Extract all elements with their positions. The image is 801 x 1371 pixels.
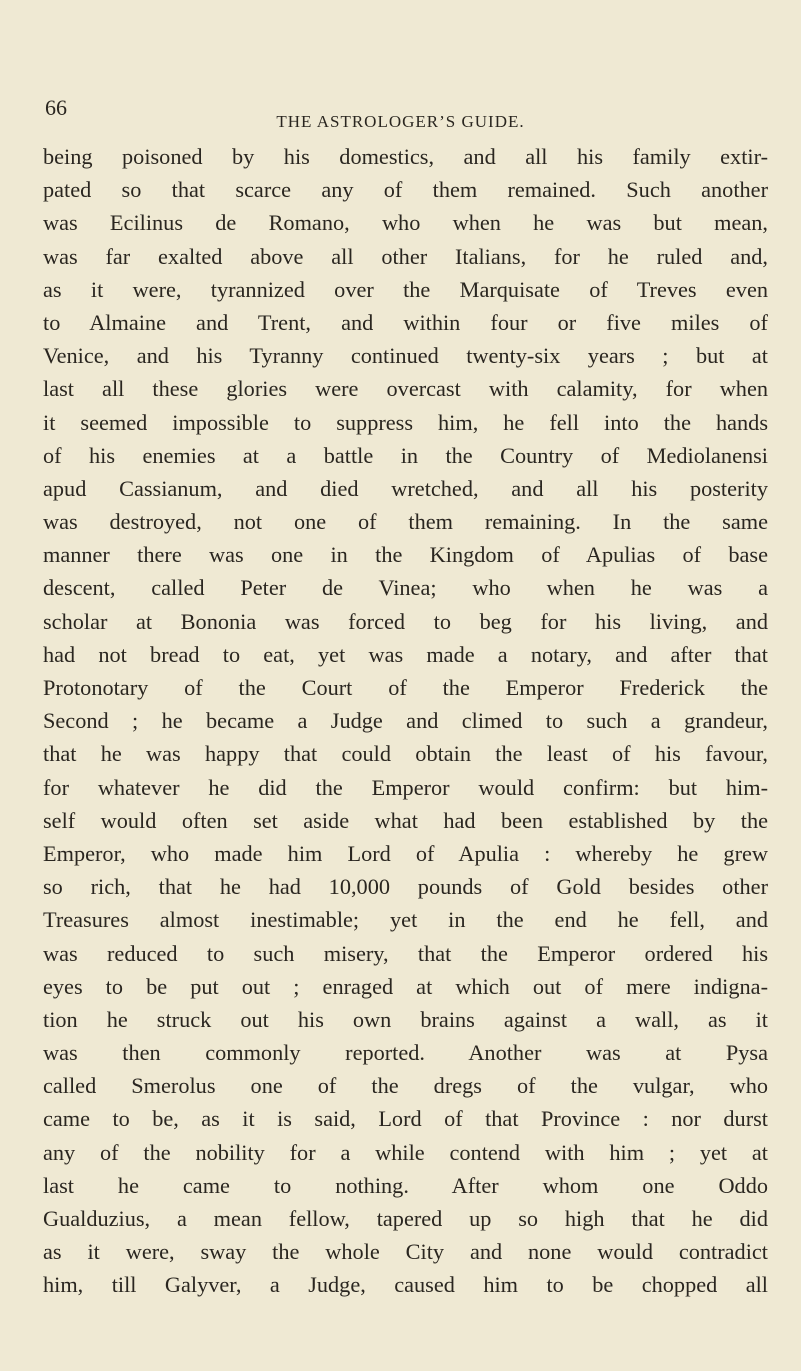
text-line: was far exalted above all other Italians, for he ruled and, [43,243,768,269]
text-line: had not bread to eat, yet was made a notary, and after that [43,641,768,667]
running-head: THE ASTROLOGER’S GUIDE. [276,112,525,131]
text-line: self would often set aside what had been established by the [43,807,768,833]
text-line: pated so that scarce any of them remained. Such another [43,177,768,203]
body-text [43,140,768,1302]
text-line: called Smerolus one of the dregs of the vulgar, who [43,1073,768,1099]
text-line: was destroyed, not one of them remaining. In the same [43,509,768,535]
text-line: as it were, tyrannized over the Marquisate of Treves even [43,276,768,302]
text-line: was reduced to such misery, that the Emperor ordered his [43,940,768,966]
text-line: that he was happy that could obtain the least of his favour, [43,741,768,767]
text-line: last he came to nothing. After whom one Oddo [43,1172,768,1198]
text-line: Second ; he became a Judge and climed to such a grandeur, [43,708,768,734]
text-line: of his enemies at a battle in the Country of Mediolanensi [43,442,768,468]
text-line: last all these glories were overcast with calamity, for when [43,376,768,402]
text-line: so rich, that he had 10,000 pounds of Gold besides other [43,874,768,900]
text-line: scholar at Bononia was forced to beg for his living, and [43,608,768,634]
text-line: being poisoned by his domestics, and all his family extir- [43,144,768,169]
text-line: eyes to be put out ; enraged at which out of mere indigna- [43,973,768,999]
text-line: Emperor, who made him Lord of Apulia : whereby he grew [43,840,768,866]
text-line: was then commonly reported. Another was at Pysa [43,1040,768,1066]
text-line: tion he struck out his own brains against a wall, as it [43,1006,768,1032]
text-line: apud Cassianum, and died wretched, and all his posterity [43,475,768,501]
text-line: Gualduzius, a mean fellow, tapered up so high that he did [43,1206,768,1231]
text-line: Protonotary of the Court of the Emperor Frederick the [43,675,768,700]
text-line: as it were, sway the whole City and none would contradict [43,1239,768,1265]
text-line: it seemed impossible to suppress him, he fell into the hands [43,409,768,435]
text-line: came to be, as it is said, Lord of that Province : nor durst [43,1106,768,1132]
page-number: 66 [45,95,67,120]
text-line: manner there was one in the Kingdom of Apulias of base [43,542,768,568]
text-line: him, till Galyver, a Judge, caused him to be chopped all [43,1272,768,1298]
text-line: was Ecilinus de Romano, who when he was but mean, [43,210,768,236]
text-line: descent, called Peter de Vinea; who when he was a [43,575,768,601]
text-line: for whatever he did the Emperor would confirm: but him- [43,774,768,800]
text-line: Venice, and his Tyranny continued twenty-six years ; but at [43,343,768,369]
text-line: any of the nobility for a while contend with him ; yet at [43,1139,768,1165]
text-line: to Almaine and Trent, and within four or five miles of [43,309,768,335]
text-line: Treasures almost inestimable; yet in the end he fell, and [43,907,768,933]
